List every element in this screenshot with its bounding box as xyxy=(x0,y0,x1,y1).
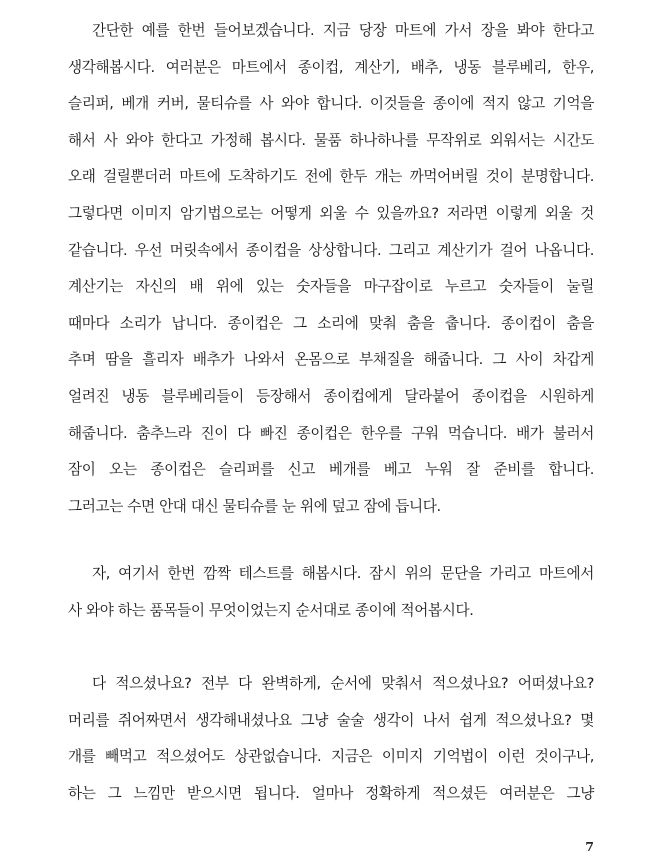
paragraph-line: 자, 여기서 한번 깜짝 테스트를 해봅시다. 잠시 위의 문단을 가리고 마트에서 xyxy=(92,565,594,582)
paragraph-line: 얼려진 냉동 블루베리들이 등장해서 종이컵에게 달라붙어 종이컵을 시원하게 xyxy=(68,387,594,405)
paragraph-test-review xyxy=(68,666,594,812)
paragraph-quick-test xyxy=(68,556,594,629)
paragraph-line: 생각해봅시다. 여러분은 마트에서 종이컵, 계산기, 배추, 냉동 블루베리, 한우, xyxy=(68,58,594,76)
paragraph-line: 해서 사 와야 한다고 가정해 봅시다. 물품 하나하나를 무작위로 외워서는 시간도 xyxy=(68,131,594,149)
paragraph-line: 추며 땀을 흘리자 배추가 나와서 온몸으로 부채질을 해줍니다. 그 사이 차갑게 xyxy=(68,351,594,369)
paragraph-line: 계산기는 자신의 배 위에 있는 숫자들을 마구잡이로 누르고 숫자들이 눌릴 xyxy=(68,278,594,296)
paragraph-line: 잠이 오는 종이컵은 슬리퍼를 신고 베개를 베고 누워 잘 준비를 합니다. xyxy=(68,461,594,479)
paragraph-line: 다 적으셨나요? 전부 다 완벽하게, 순서에 맞춰서 적으셨나요? 어떠셨나요? xyxy=(92,675,594,692)
paragraph-line: 오래 걸릴뿐더러 마트에 도착하기도 전에 한두 개는 까먹어버릴 것이 분명합니다. xyxy=(68,168,594,186)
paragraph-line: 하는 그 느낌만 받으시면 됩니다. 얼마나 정확하게 적으셨든 여러분은 그냥 xyxy=(68,784,594,802)
paragraph-line: 간단한 예를 한번 들어보겠습니다. 지금 당장 마트에 가서 장을 봐야 한다고 xyxy=(92,22,594,39)
paragraph-line: 개를 빼먹고 적으셨어도 상관없습니다. 지금은 이미지 기억법이 이런 것이구나, xyxy=(68,748,594,766)
paragraph-memory-example xyxy=(68,13,594,525)
paragraph-line: 그러고는 수면 안대 대신 물티슈를 눈 위에 덮고 잠에 듭니다. xyxy=(68,497,441,515)
page-number: 7 xyxy=(585,839,594,854)
paragraph-line: 사 와야 하는 품목들이 무엇이었는지 순서대로 종이에 적어봅시다. xyxy=(68,601,474,619)
paragraph-line: 같습니다. 우선 머릿속에서 종이컵을 상상합니다. 그리고 계산기가 걸어 나옵니다. xyxy=(68,241,594,259)
paragraph-line: 슬리퍼, 베개 커버, 물티슈를 사 와야 합니다. 이것들을 종이에 적지 않고 기억을 xyxy=(68,95,594,113)
paragraph-line: 머리를 쥐어짜면서 생각해내셨나요 그냥 술술 생각이 나서 쉽게 적으셨나요? 몇 xyxy=(68,711,594,729)
paragraph-line: 때마다 소리가 납니다. 종이컵은 그 소리에 맞춰 춤을 춥니다. 종이컵이 춤을 xyxy=(68,314,594,332)
paragraph-line: 해줍니다. 춤추느라 진이 다 빠진 종이컵은 한우를 구워 먹습니다. 배가 불러서 xyxy=(68,424,594,442)
paragraph-line: 그렇다면 이미지 암기법으로는 어떻게 외울 수 있을까요? 저라면 이렇게 외울 것 xyxy=(68,204,594,222)
